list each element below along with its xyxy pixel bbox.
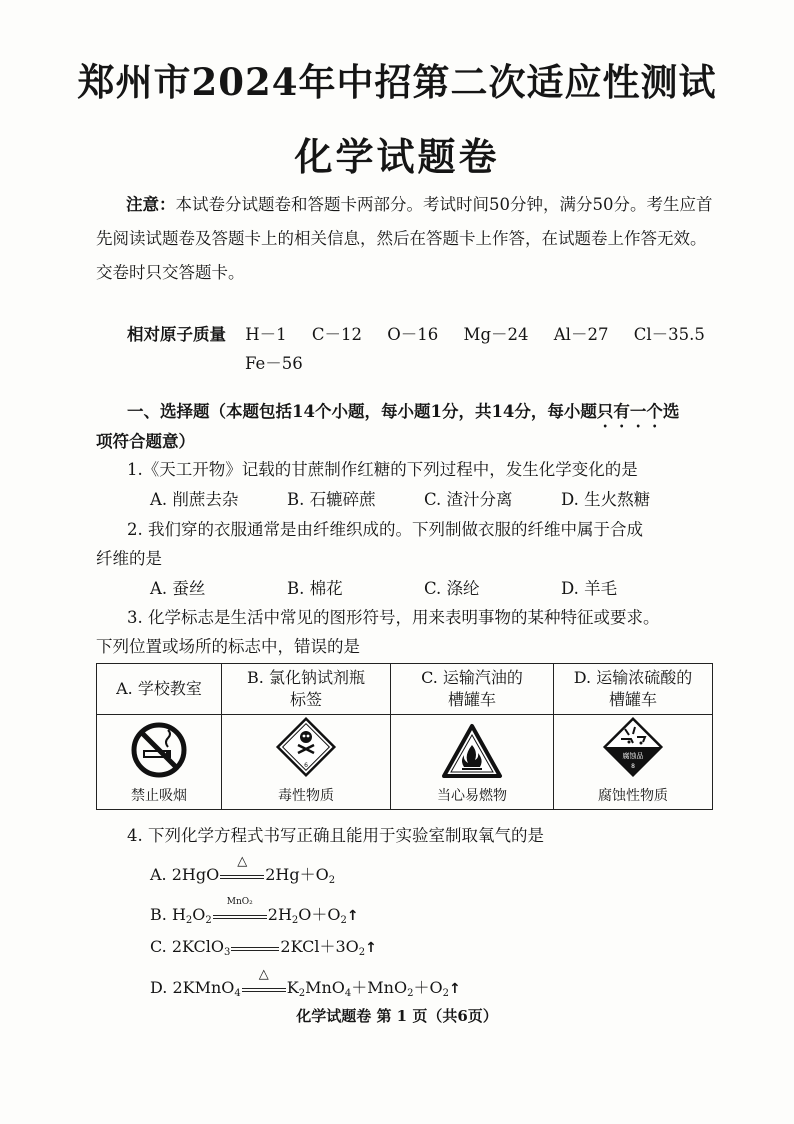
q3-header-c — [391, 664, 554, 715]
option-letter: C. — [150, 937, 172, 956]
q2-option-a: A. 蚕丝 — [150, 579, 206, 598]
reaction-condition-sign — [242, 966, 286, 996]
q3-header-d — [554, 664, 713, 715]
q1-option-b: B. 石辘碎蔗 — [287, 490, 376, 509]
q2-option-b: B. 棉花 — [287, 579, 343, 598]
q2-option-c: C. 涤纶 — [424, 579, 480, 598]
q3-header-text: B. 氯化钠试剂瓶 — [247, 668, 365, 687]
option-letter: B. — [150, 905, 172, 924]
reactant: O — [192, 905, 206, 924]
reaction-sign — [231, 941, 279, 955]
product: 2Hg＋O — [265, 865, 329, 884]
subscript: 2 — [358, 947, 366, 958]
page-subtitle: 化学试题卷 — [294, 134, 500, 179]
q3-sign-cell-d — [554, 715, 713, 810]
atomic-mass-item: H－1 — [245, 325, 287, 344]
sign-caption: 禁止吸烟 — [131, 788, 187, 804]
q3-header-text: 槽罐车 — [608, 690, 657, 709]
q3-signs-table — [96, 663, 713, 810]
toxic-skull-icon — [274, 715, 338, 779]
q3-header-a — [97, 664, 222, 715]
reaction-condition-sign — [213, 896, 267, 923]
sign-caption: 当心易燃物 — [437, 788, 507, 804]
subscript: 3 — [224, 947, 231, 958]
section-title-line2: 项符合题意） — [96, 432, 195, 451]
product: 2H — [267, 905, 292, 924]
subscript: 2 — [298, 988, 306, 999]
corrosive-class: 8 — [631, 763, 635, 770]
atomic-mass-item: C－12 — [311, 325, 363, 344]
q4-option-d — [150, 966, 461, 999]
notice-text: 本试卷分试题卷和答题卡两部分。考试时间50分钟，满分50分。考生应首先阅读试题卷及答题卡上的相关信息，然后在答题卡上作答，在试题卷上作答无效。交卷时只交答题卡。 — [96, 195, 713, 282]
subscript: 4 — [344, 988, 352, 999]
reactant: 2HgO — [171, 865, 220, 884]
section-title-emphasis: 只有一个 — [596, 402, 663, 421]
reaction-condition-sign — [220, 853, 264, 883]
page-footer: 化学试题卷 第 1 页（共6页） — [296, 1007, 498, 1025]
q3-sign-cell-a — [97, 715, 222, 810]
q4-option-a — [150, 853, 336, 886]
section-title-text: 选 — [662, 402, 680, 421]
atomic-mass-item: Cl－35.5 — [633, 325, 705, 344]
subscript: 2 — [407, 988, 414, 999]
q1-option-a: A. 削蔗去杂 — [150, 490, 239, 509]
atomic-mass-item: Fe－56 — [245, 354, 303, 373]
corrosive-icon — [601, 715, 665, 779]
page-title: 郑州市2024年中招第二次适应性测试 — [77, 60, 717, 104]
no-smoking-icon — [130, 721, 188, 779]
q1-option-c: C. 渣汁分离 — [424, 490, 513, 509]
condition-text: △ — [237, 853, 248, 869]
q3-header-text: D. 运输浓硫酸的 — [573, 668, 693, 687]
notice-label: 注意： — [126, 195, 176, 214]
condition-text: MnO₂ — [226, 896, 253, 907]
q2-options — [150, 575, 698, 599]
product: MnO — [305, 978, 345, 997]
reactant: 2KClO — [171, 937, 225, 956]
sign-caption: 毒性物质 — [278, 788, 334, 804]
atomic-mass-item: Al－27 — [553, 325, 609, 344]
q2-stem-line2: 纤维的是 — [96, 549, 162, 568]
flammable-warning-icon — [441, 723, 503, 779]
q2-option-d: D. 羊毛 — [561, 579, 618, 598]
subscript: 2 — [185, 915, 193, 926]
subscript: 2 — [442, 988, 449, 999]
product: ＋O — [413, 978, 443, 997]
corrosive-label: 腐蚀品 — [622, 752, 644, 760]
q3-header-text: 标签 — [289, 690, 322, 709]
condition-text: △ — [258, 966, 269, 982]
q4-stem: 4. 下列化学方程式书写正确且能用于实验室制取氧气的是 — [127, 826, 544, 845]
q3-sign-cell-b — [222, 715, 391, 810]
q3-header-text: 槽罐车 — [447, 690, 496, 709]
q4-option-c — [150, 934, 377, 958]
subscript: 2 — [328, 875, 336, 886]
subscript: 4 — [234, 988, 241, 999]
reactant: 2KMnO — [172, 978, 235, 997]
q3-sign-cell-c — [391, 715, 554, 810]
q3-stem-line2: 下列位置或场所的标志中，错误的是 — [96, 637, 360, 656]
product: O＋O — [298, 905, 341, 924]
q1-stem: 1.《天工开物》记载的甘蔗制作红糖的下列过程中，发生化学变化的是 — [127, 460, 638, 479]
q3-header-text: A. 学校教室 — [116, 679, 202, 698]
product: 2KCl＋3O — [280, 937, 359, 956]
atomic-mass-item: O－16 — [387, 325, 439, 344]
q2-stem-line1: 2. 我们穿的衣服通常是由纤维织成的。下列制做衣服的纤维中属于合成 — [127, 520, 643, 539]
gas-arrow-icon: ↑ — [448, 981, 461, 997]
gas-arrow-icon: ↑ — [346, 908, 359, 924]
subscript: 2 — [291, 915, 299, 926]
option-letter: D. — [150, 978, 173, 997]
atomic-mass-label: 相对原子质量 — [127, 325, 226, 344]
q3-stem-line1: 3. 化学标志是生活中常见的图形符号，用来表明事物的某种特征或要求。 — [127, 608, 660, 627]
svg-text:6: 6 — [304, 762, 308, 769]
section-title-text: 一、选择题（本题包括14个小题，每小题1分，共14分，每小题 — [127, 402, 597, 421]
q3-header-text: C. 运输汽油的 — [421, 668, 523, 687]
q1-options — [150, 486, 698, 510]
sign-caption: 腐蚀性物质 — [598, 788, 668, 804]
subscript: 2 — [340, 915, 347, 926]
subscript: 2 — [205, 915, 212, 926]
q3-header-b — [222, 664, 391, 715]
q4-option-b — [150, 896, 359, 926]
section-title — [127, 398, 679, 431]
notice-paragraph — [96, 188, 716, 290]
product: K — [286, 978, 299, 997]
product: ＋MnO — [351, 978, 408, 997]
q1-option-d: D. 生火熬糖 — [561, 490, 651, 509]
atomic-mass-row — [127, 321, 725, 345]
atomic-mass-item: Mg－24 — [463, 325, 529, 344]
reactant: H — [171, 905, 186, 924]
option-letter: A. — [150, 865, 172, 884]
gas-arrow-icon: ↑ — [365, 940, 377, 956]
